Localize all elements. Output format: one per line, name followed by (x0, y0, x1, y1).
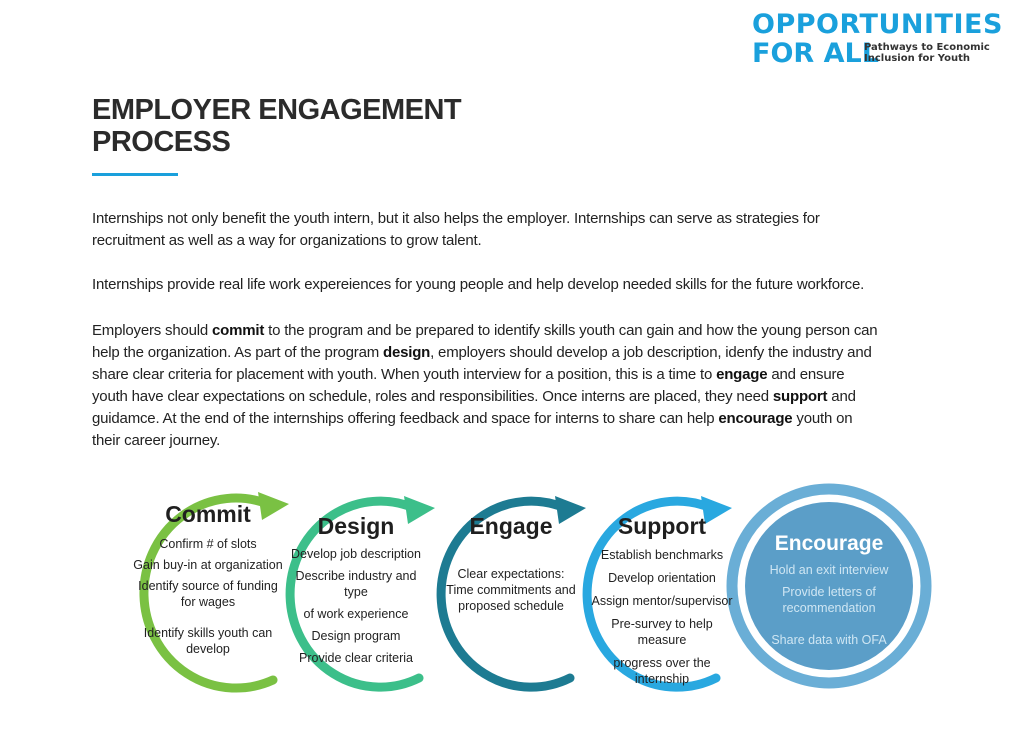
page-title-line1: EMPLOYER ENGAGEMENT (92, 94, 462, 126)
para3-text: , employers should develop a job description, idenfy the industry and share clear criteria for placement with youth. When youth interview for a position, this is a time to (92, 344, 872, 383)
para3-bold-support: support (772, 388, 828, 405)
para3-bold-design: design (382, 344, 431, 361)
para3-bold-encourage: encourage (718, 410, 793, 427)
logo-wordmark-line1: OPPORTUNITIES (752, 9, 1003, 40)
stage-support-item: Pre-survey to help measure (611, 617, 713, 647)
stage-design-title: Design (317, 513, 395, 539)
opportunities-for-all-logo (752, 10, 1002, 70)
stage-encourage (754, 530, 904, 648)
stage-commit-item: for wages (180, 595, 236, 609)
stage-support-item: Develop orientation (608, 571, 716, 585)
stage-design-item: Provide clear criteria (299, 651, 413, 665)
para3-text: and guidamce. At the end of the internships offering feedback and space for interns to share can help (92, 388, 856, 427)
stage-commit-item: Identify source of funding (138, 579, 278, 593)
stage-commit-item: Confirm # of slots (159, 537, 257, 551)
stage-engage (442, 512, 580, 614)
stage-encourage-item: Provide letters of (782, 585, 876, 599)
stage-design-item: of work experience (303, 607, 409, 621)
stage-engage-item: Time commitments and (446, 583, 576, 597)
stage-engage-item: proposed schedule (458, 599, 564, 613)
logo-tagline-line1: Pathways to Economic (864, 42, 990, 53)
stage-commit (128, 500, 288, 657)
intro-paragraph-3 (92, 320, 882, 452)
engagement-process-diagram (0, 460, 1033, 730)
stage-support-item: Establish benchmarks (600, 548, 724, 562)
stage-design-item: Describe industry and type (295, 569, 417, 599)
title-underline (92, 173, 178, 176)
stage-design (286, 512, 426, 666)
para3-text: and ensure youth have clear expectations on schedule, roles and responsibilities. Once interns are placed, they need (92, 366, 845, 405)
stage-commit-item: develop (186, 642, 230, 656)
para3-bold-commit: commit (212, 322, 265, 339)
stage-commit-item: Gain buy-in at organization (133, 558, 283, 572)
intro-paragraph-1: Internships not only benefit the youth intern, but it also helps the employer. Internships can serve as strategies for recruitment as well as a way for organizations to grow talent. (92, 210, 820, 249)
stage-engage-title: Engage (469, 513, 553, 539)
stage-encourage-item: recommendation (782, 601, 876, 615)
stage-engage-item: Clear expectations: (457, 567, 565, 581)
stage-support-item: Assign mentor/supervisor (591, 594, 733, 608)
intro-paragraph-2: Internships provide real life work expereiences for young people and help develop needed skills for the future workforce. (92, 276, 865, 293)
para3-text: Employers should (92, 322, 212, 339)
stage-encourage-item: Share data with OFA (771, 633, 887, 647)
para3-bold-engage: engage (716, 366, 768, 383)
logo-tagline (864, 42, 994, 64)
stage-commit-title: Commit (165, 501, 251, 527)
logo-tagline-line2: Inclusion for Youth (864, 53, 971, 64)
stage-design-item: Design program (311, 629, 401, 643)
page-title-line2: PROCESS (92, 126, 231, 158)
stage-design-item: Develop job description (291, 547, 421, 561)
stage-encourage-item: Hold an exit interview (769, 563, 889, 577)
stage-commit-item: Identify skills youth can (143, 626, 273, 640)
stage-support (588, 512, 736, 687)
para3-text: to the program and be prepared to identify skills youth can gain and how the young person can help the organization. As part of the program (92, 322, 878, 361)
stage-support-item: progress over the internship (613, 656, 711, 686)
logo-wordmark-line2: FOR ALL (752, 38, 879, 69)
stage-encourage-title: Encourage (774, 532, 884, 555)
stage-support-title: Support (617, 513, 707, 539)
para3-text: youth on their career journey. (92, 410, 853, 449)
page-title (92, 94, 461, 158)
